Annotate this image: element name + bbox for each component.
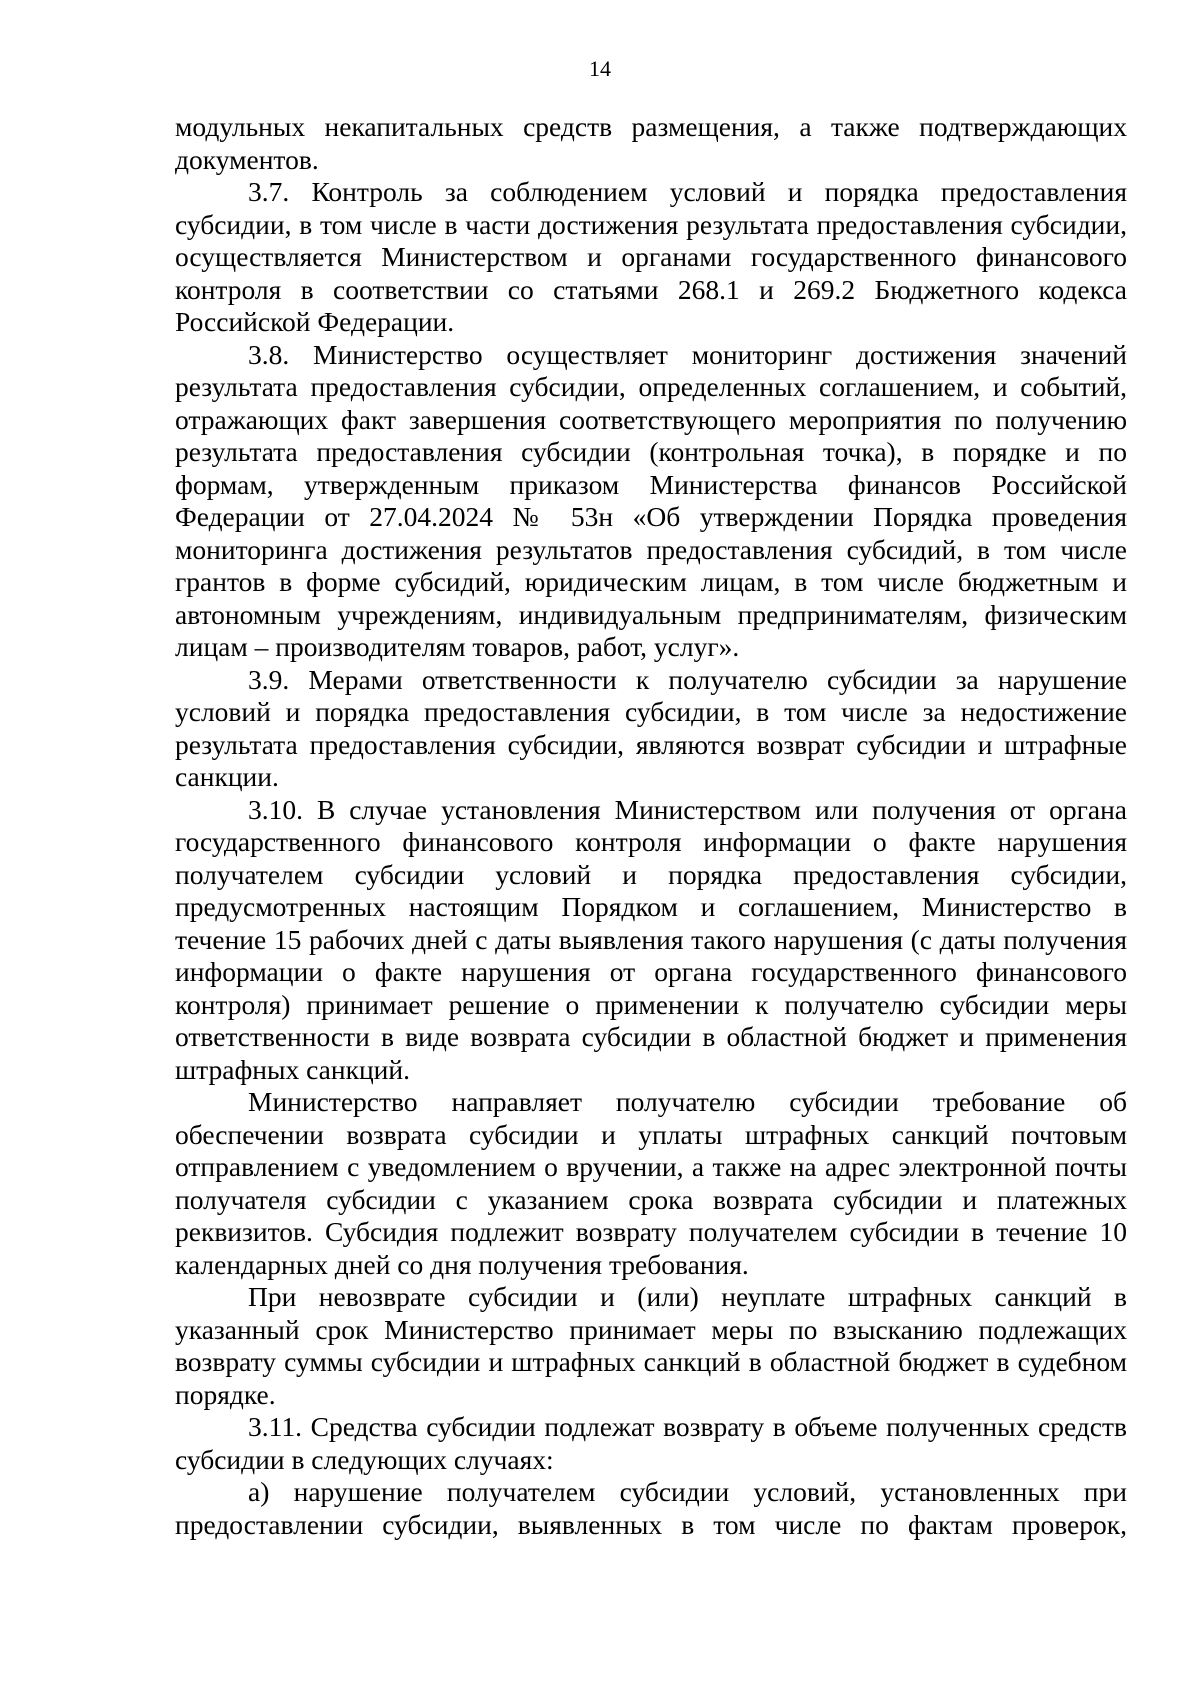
paragraph-continuation: модульных некапитальных средств размещения, а также подтверждающих документов. (175, 111, 1127, 175)
paragraph-3-9: 3.9. Мерами ответственности к получателю субсидии за нарушение условий и порядка предоставления субсидии, в том числе за недостижение результата предоставления субсидии, являются возврат субсидии и штрафные санкции. (175, 663, 1127, 792)
paragraph-requirement-notice: Министерство направляет получателю субсидии требование об обеспечении возврата субсидии и уплаты штрафных санкций почтовым отправлением с уведомлением о вручении, а также на адрес электронной почты получателя субсидии с указанием срока возврата субсидии и платежных реквизитов. Субсидия подлежит возврату получателем субсидии в течение 10 календарных дней со дня получения требования. (175, 1086, 1127, 1280)
paragraph-3-11: 3.11. Средства субсидии подлежат возврату в объеме полученных средств субсидии в следующих случаях: (175, 1411, 1127, 1475)
paragraph-3-10: 3.10. В случае установления Министерством или получения от органа государственного финансового контроля информации о факте нарушения получателем субсидии условий и порядка предоставления субсидии, предусмотренных настоящим Порядком и соглашением, Министерство в течение 15 рабочих дней с даты выявления такого нарушения (с даты получения информации о факте нарушения от органа государственного финансового контроля) принимает решение о применении к получателю субсидии меры ответственности в виде возврата субсидии в областной бюджет и применения штрафных санкций. (175, 793, 1127, 1085)
document-body (175, 111, 1127, 1541)
paragraph-item-a: а) нарушение получателем субсидии условий, установленных при предоставлении субсидии, выявленных в том числе по фактам проверок, (175, 1476, 1127, 1540)
paragraph-3-8: 3.8. Министерство осуществляет мониторинг достижения значений результата предоставления субсидии, определенных соглашением, и событий, отражающих факт завершения соответствующего мероприятия по получению результата предоставления субсидии (контрольная точка), в порядке и по формам, утвержденным приказом Министерства финансов Российской Федерации от 27.04.2024 № 53н «Об утверждении Порядка проведения мониторинга достижения результатов предоставления субсидий, в том числе грантов в форме субсидий, юридическим лицам, в том числе бюджетным и автономным учреждениям, индивидуальным предпринимателям, физическим лицам – производителям товаров, работ, услуг». (175, 338, 1127, 662)
page-number: 14 (589, 56, 611, 81)
paragraph-non-return: При невозврате субсидии и (или) неуплате штрафных санкций в указанный срок Министерство принимает меры по взысканию подлежащих возврату суммы субсидии и штрафных санкций в областной бюджет в судебном порядке. (175, 1281, 1127, 1410)
paragraph-3-7: 3.7. Контроль за соблюдением условий и порядка предоставления субсидии, в том числе в части достижения результата предоставления субсидии, осуществляется Министерством и органами государственного финансового контроля в соответствии со статьями 268.1 и 269.2 Бюджетного кодекса Российской Федерации. (175, 176, 1127, 337)
